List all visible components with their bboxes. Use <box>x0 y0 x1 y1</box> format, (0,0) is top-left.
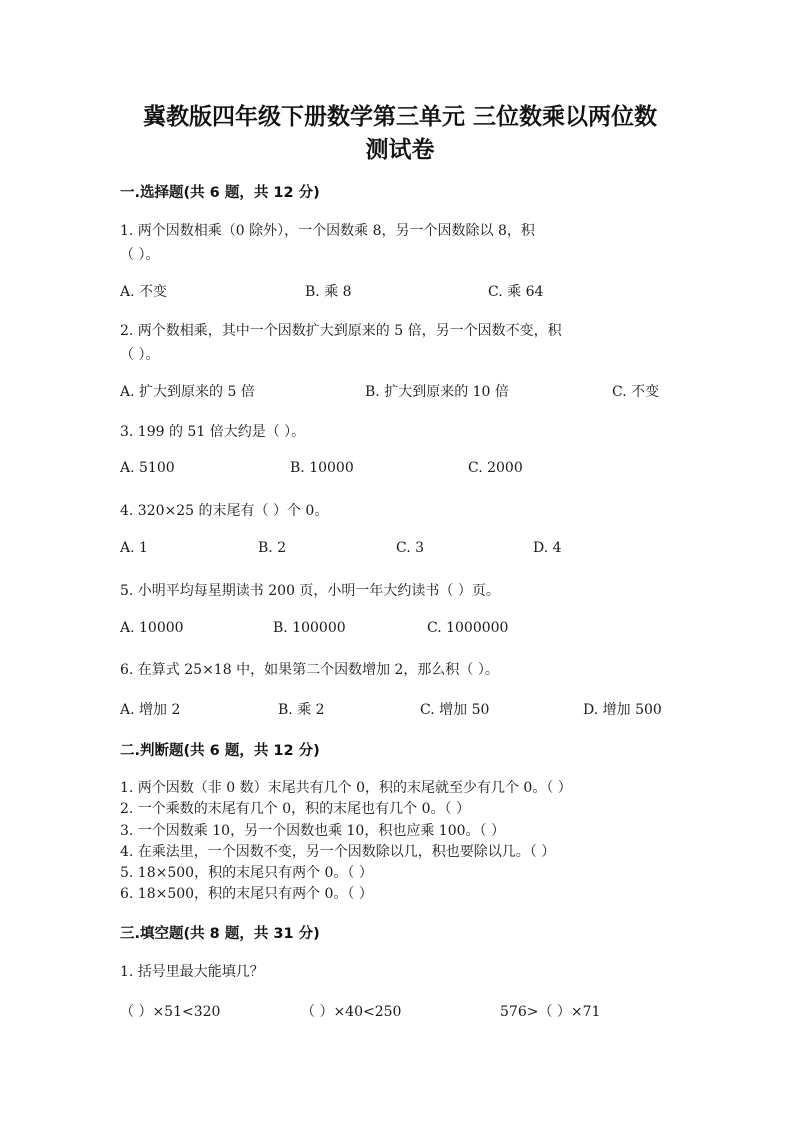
choice-q5-option-c[interactable]: C. 1000000 <box>427 620 509 636</box>
choice-q1-text-line-1: 1. 两个因数相乘（0 除外），一个因数乘 8，另一个因数除以 8，积 <box>120 223 535 239</box>
fill-q1-text: 1. 括号里最大能填几？ <box>120 964 264 980</box>
fill-q1-blank-3[interactable]: 576>（ ）×71 <box>500 1004 601 1020</box>
choice-q4-option-b[interactable]: B. 2 <box>258 540 287 556</box>
choice-q3-option-a[interactable]: A. 5100 <box>120 460 175 476</box>
choice-q1-option-c[interactable]: C. 乘 64 <box>488 284 544 300</box>
choice-q4-option-c[interactable]: C. 3 <box>396 540 425 556</box>
choice-q1-option-b[interactable]: B. 乘 8 <box>305 284 352 300</box>
choice-q2-text-line-2: （ ）。 <box>120 347 160 363</box>
judgement-item-5: 5. 18×500，积的末尾只有两个 0。（ ） <box>120 865 373 881</box>
choice-q2-option-a[interactable]: A. 扩大到原来的 5 倍 <box>120 384 255 400</box>
choice-q6-option-d[interactable]: D. 增加 500 <box>583 702 662 718</box>
choice-q5-option-a[interactable]: A. 10000 <box>120 620 184 636</box>
choice-q5-option-b[interactable]: B. 100000 <box>273 620 346 636</box>
choice-q3-option-b[interactable]: B. 10000 <box>290 460 354 476</box>
choice-q2-option-b[interactable]: B. 扩大到原来的 10 倍 <box>365 384 509 400</box>
judgement-item-2: 2. 一个乘数的末尾有几个 0，积的末尾也有几个 0。（ ） <box>120 801 470 817</box>
section-heading-choice: 一.选择题(共 6 题，共 12 分) <box>120 185 320 201</box>
choice-q4-option-a[interactable]: A. 1 <box>120 540 148 556</box>
choice-q5-text: 5. 小明平均每星期读书 200 页，小明一年大约读书（ ）页。 <box>120 583 500 599</box>
fill-q1-blank-1[interactable]: （ ）×51<320 <box>120 1004 221 1020</box>
choice-q1-text-line-2: （ ）。 <box>120 247 160 263</box>
judgement-item-3: 3. 一个因数乘 10，另一个因数也乘 10，积也应乘 100。（ ） <box>120 823 505 839</box>
choice-q6-option-c[interactable]: C. 增加 50 <box>420 702 490 718</box>
section-heading-judgement: 二.判断题(共 6 题，共 12 分) <box>120 743 320 759</box>
choice-q2-text-line-1: 2. 两个数相乘，其中一个因数扩大到原来的 5 倍，另一个因数不变，积 <box>120 323 562 339</box>
judgement-item-1: 1. 两个因数（非 0 数）末尾共有几个 0，积的末尾就至少有几个 0。（ ） <box>120 780 572 796</box>
choice-q1-option-a[interactable]: A. 不变 <box>120 284 168 300</box>
judgement-item-4: 4. 在乘法里，一个因数不变，另一个因数除以几，积也要除以几。（ ） <box>120 844 556 860</box>
choice-q4-text: 4. 320×25 的末尾有（ ）个 0。 <box>120 503 329 519</box>
choice-q6-option-a[interactable]: A. 增加 2 <box>120 702 181 718</box>
fill-q1-blank-2[interactable]: （ ）×40<250 <box>301 1004 402 1020</box>
choice-q6-option-b[interactable]: B. 乘 2 <box>278 702 325 718</box>
exam-title-line-2: 测试卷 <box>365 137 435 163</box>
section-heading-fill-in: 三.填空题(共 8 题，共 31 分) <box>120 926 320 942</box>
choice-q2-option-c[interactable]: C. 不变 <box>612 384 660 400</box>
choice-q3-text: 3. 199 的 51 倍大约是（ ）。 <box>120 424 306 440</box>
choice-q3-option-c[interactable]: C. 2000 <box>468 460 523 476</box>
exam-title-line-1: 冀教版四年级下册数学第三单元 三位数乘以两位数 <box>142 104 657 130</box>
choice-q4-option-d[interactable]: D. 4 <box>533 540 562 556</box>
choice-q6-text: 6. 在算式 25×18 中，如果第二个因数增加 2，那么积（ ）。 <box>120 662 499 678</box>
judgement-item-6: 6. 18×500，积的末尾只有两个 0。（ ） <box>120 886 373 902</box>
